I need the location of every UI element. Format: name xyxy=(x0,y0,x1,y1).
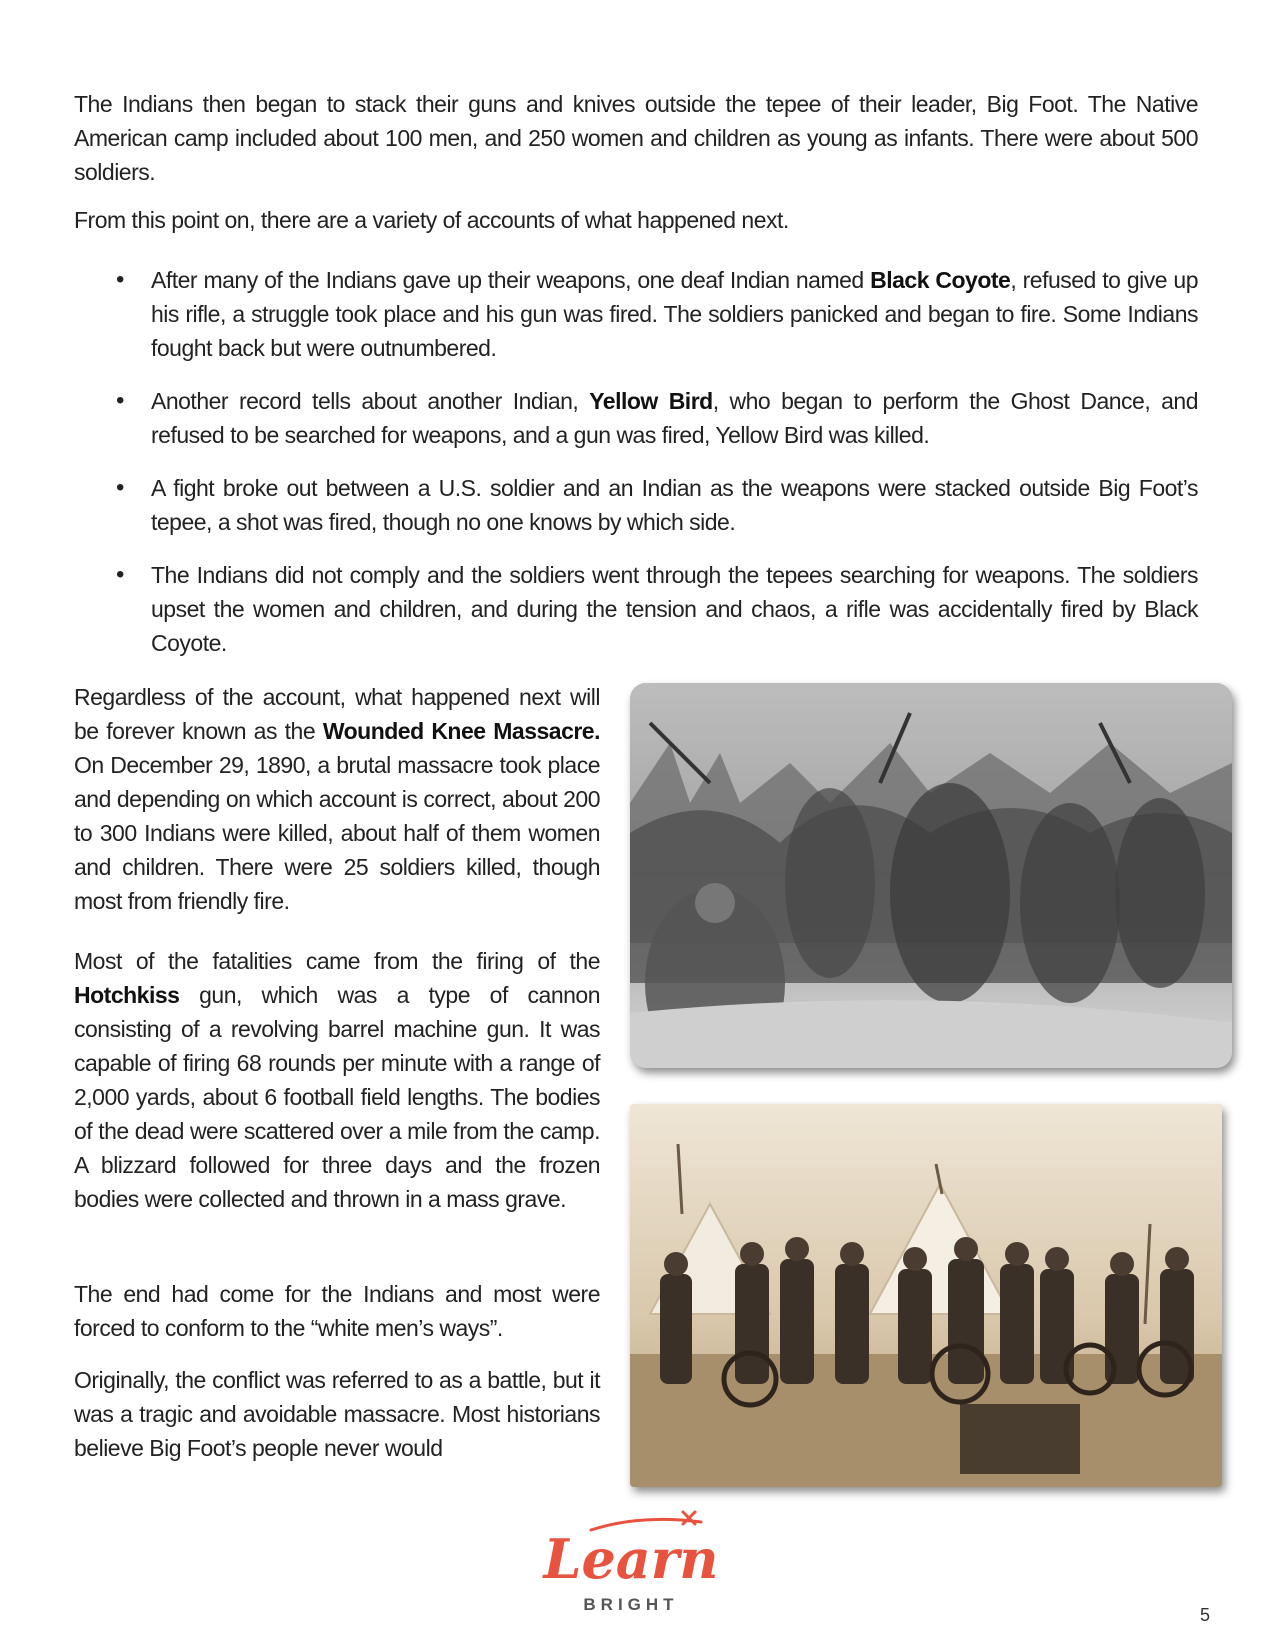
page-number: 5 xyxy=(1200,1605,1211,1625)
bold-term-hotchkiss: Hotchkiss xyxy=(74,982,180,1008)
bullet-icon: • xyxy=(116,474,124,501)
learn-bright-logo xyxy=(531,1508,731,1618)
bold-term-yellow-bird: Yellow Bird xyxy=(589,388,713,414)
bullet-icon: • xyxy=(116,266,124,293)
list-item: • The Indians did not comply and the soldiers went through the tepees searching for weapons. The soldiers upset the women and children, and during the tension and chaos, a rifle was accidentally fired by Black Coyote. xyxy=(74,558,1198,660)
accounts-bullet-list xyxy=(74,263,1198,679)
ghost-dance-engraving-image xyxy=(630,683,1232,1068)
paragraph-wounded-knee: Regardless of the account, what happened next will be forever known as the Wounded Knee Massacre. On December 29, 1890, a brutal massacre took place and depending on which account is correct, about 200 to 300 Indians were killed, about half of them women and children. There were 25 soldiers killed, though most from friendly fire. xyxy=(74,684,600,914)
svg-text:BRIGHT: BRIGHT xyxy=(583,1595,679,1614)
bold-term-black-coyote: Black Coyote xyxy=(870,267,1011,293)
list-item: • A fight broke out between a U.S. soldier and an Indian as the weapons were stacked outside Big Foot’s tepee, a shot was fired, though no one knows by which side. xyxy=(74,471,1198,539)
list-item: • Another record tells about another Indian, Yellow Bird, who began to perform the Ghost Dance, and refused to be searched for weapons, and a gun was fired, Yellow Bird was killed. xyxy=(74,384,1198,452)
list-item: • After many of the Indians gave up their weapons, one deaf Indian named Black Coyote, refused to give up his rifle, a struggle took place and his gun was fired. The soldiers panicked and began to fire. Some Indians fought back but were outnumbered. xyxy=(74,263,1198,365)
bold-term-wounded-knee: Wounded Knee Massacre. xyxy=(322,718,600,744)
bullet-icon: • xyxy=(116,561,124,588)
svg-text:Learn: Learn xyxy=(543,1527,719,1591)
paragraph-accounts-lead: From this point on, there are a variety of accounts of what happened next. xyxy=(74,207,789,233)
paragraph-intro: The Indians then began to stack their guns and knives outside the tepee of their leader, Big Foot. The Native American camp included about 100 men, and 250 women and children as young as infants. There were about 500 soldiers. xyxy=(74,91,1198,185)
bullet-icon: • xyxy=(116,387,124,414)
soldiers-hotchkiss-photo-image xyxy=(630,1104,1222,1487)
paragraph-hotchkiss: Most of the fatalities came from the firing of the Hotchkiss gun, which was a type of cannon consisting of a revolving barrel machine gun. It was capable of firing 68 rounds per minute with a range of 2,000 yards, about 6 football field lengths. The bodies of the dead were scattered over a mile from the camp. A blizzard followed for three days and the frozen bodies were collected and thrown in a mass grave. xyxy=(74,948,600,1212)
paragraph-originally: Originally, the conflict was referred to as a battle, but it was a tragic and avoidable massacre. Most historians believe Big Foot’s people never would xyxy=(74,1367,600,1461)
paragraph-end: The end had come for the Indians and most were forced to conform to the “white men’s ways”. xyxy=(74,1281,600,1341)
